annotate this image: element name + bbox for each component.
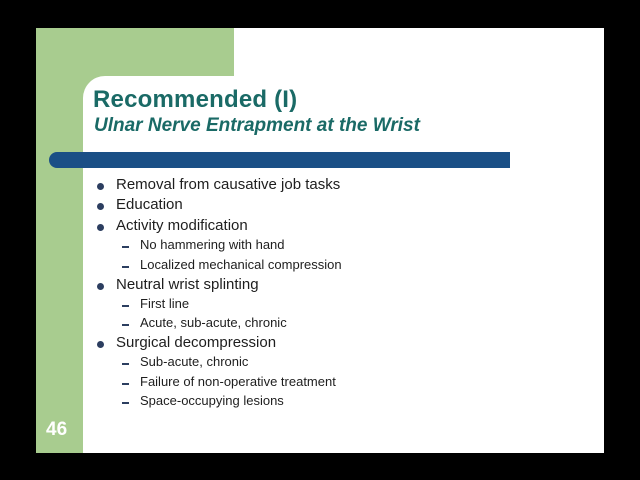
bullet-item: Removal from causative job tasks: [116, 176, 341, 193]
sub-bullet-dash-icon: [122, 266, 129, 268]
bullet-item: Surgical decompression: [116, 334, 277, 351]
sub-bullet-dash-icon: [122, 246, 129, 248]
bullet-item: Activity modification: [116, 217, 248, 234]
sub-bullet-dash-icon: [122, 383, 129, 385]
sub-bullet-item: No hammering with hand: [140, 237, 285, 252]
slide: [36, 28, 604, 453]
sub-bullet-dash-icon: [122, 305, 129, 307]
bullet-list: [36, 28, 604, 453]
sub-bullet-dash-icon: [122, 363, 129, 365]
sub-bullet-dash-icon: [122, 402, 129, 404]
slide-subtitle: Ulnar Nerve Entrapment at the Wrist: [94, 115, 420, 136]
bullet-item: Education: [116, 196, 183, 213]
sub-bullet-item: Space-occupying lesions: [140, 393, 284, 408]
bullet-dot-icon: [97, 203, 104, 210]
bullet-dot-icon: [97, 224, 104, 231]
bullet-dot-icon: [97, 183, 104, 190]
sub-bullet-item: Acute, sub-acute, chronic: [140, 315, 287, 330]
sub-bullet-item: Localized mechanical compression: [140, 257, 342, 272]
sub-bullet-item: Failure of non-operative treatment: [140, 374, 336, 389]
sub-bullet-item: First line: [140, 296, 190, 311]
bullet-item: Neutral wrist splinting: [116, 276, 259, 293]
slide-title: Recommended (I): [93, 86, 298, 113]
page-number: 46: [46, 419, 68, 440]
sub-bullet-item: Sub-acute, chronic: [140, 354, 249, 369]
bullet-dot-icon: [97, 341, 104, 348]
sub-bullet-dash-icon: [122, 324, 129, 326]
bullet-dot-icon: [97, 283, 104, 290]
